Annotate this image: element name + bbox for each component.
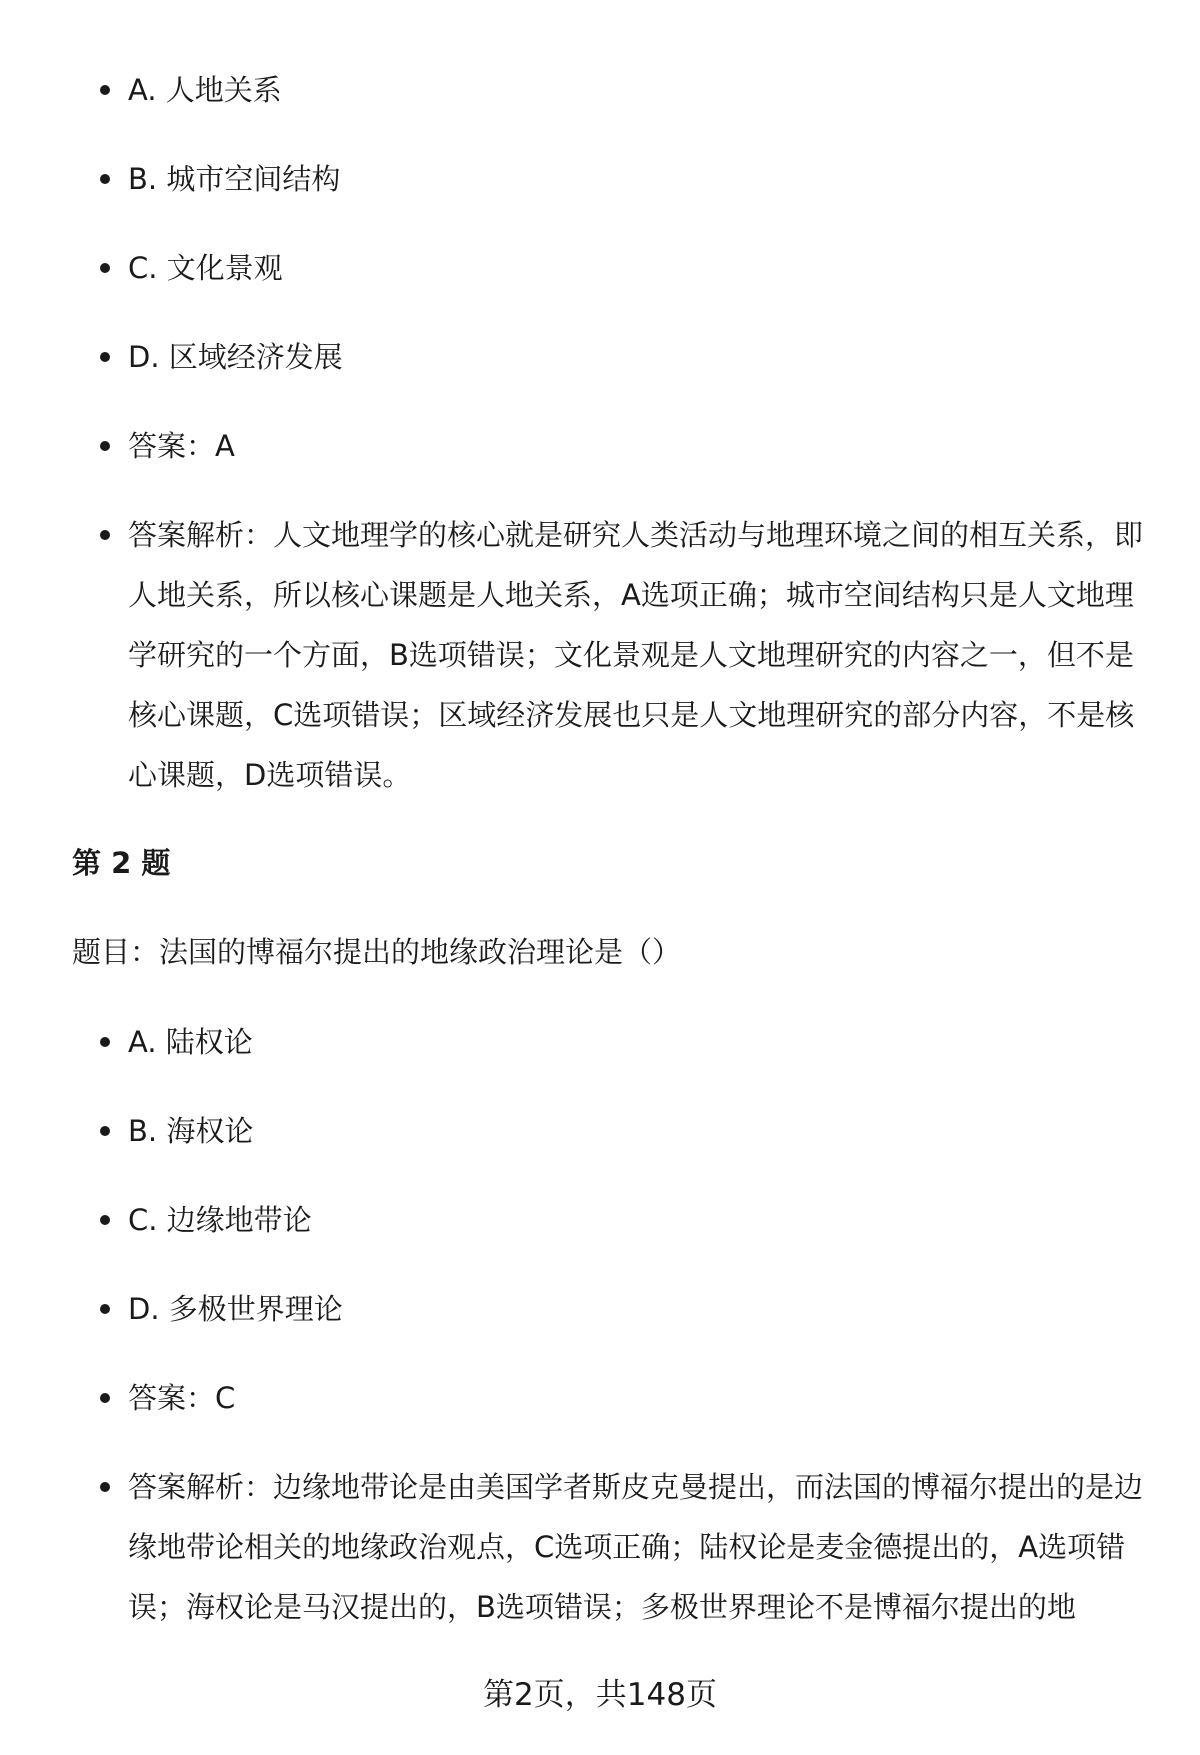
q1-answer: 答案：A (128, 416, 1158, 476)
q2-option-c: C. 边缘地带论 (128, 1190, 1158, 1250)
q2-stem: 题目：法国的博福尔提出的地缘政治理论是（） (72, 935, 682, 969)
q2-option-b: B. 海权论 (128, 1101, 1158, 1161)
page-number-footer: 第2页，共148页 (483, 1677, 717, 1713)
q1-option-a: A. 人地关系 (128, 60, 1158, 120)
q2-option-d: D. 多极世界理论 (128, 1279, 1158, 1339)
q1-option-b: B. 城市空间结构 (128, 149, 1158, 209)
q1-option-c: C. 文化景观 (128, 238, 1158, 298)
q2-explanation: 答案解析：边缘地带论是由美国学者斯皮克曼提出，而法国的博福尔提出的是边缘地带论相关的地缘政治观点，C选项正确；陆权论是麦金德提出的，A选项错误；海权论是马汉提出的，B选项错误；多极世界理论不是博福尔提出的地 (128, 1457, 1158, 1637)
q1-explanation: 答案解析：人文地理学的核心就是研究人类活动与地理环境之间的相互关系，即人地关系，所以核心课题是人地关系，A选项正确；城市空间结构只是人文地理学研究的一个方面，B选项错误；文化景观是人文地理研究的内容之一，但不是核心课题，C选项错误；区域经济发展也只是人文地理研究的部分内容，不是核心课题，D选项错误。 (128, 505, 1158, 805)
q2-heading: 第 2 题 (72, 846, 171, 880)
q2-answer: 答案：C (128, 1368, 1158, 1428)
q2-option-a: A. 陆权论 (128, 1012, 1158, 1072)
q1-option-d: D. 区域经济发展 (128, 327, 1158, 387)
